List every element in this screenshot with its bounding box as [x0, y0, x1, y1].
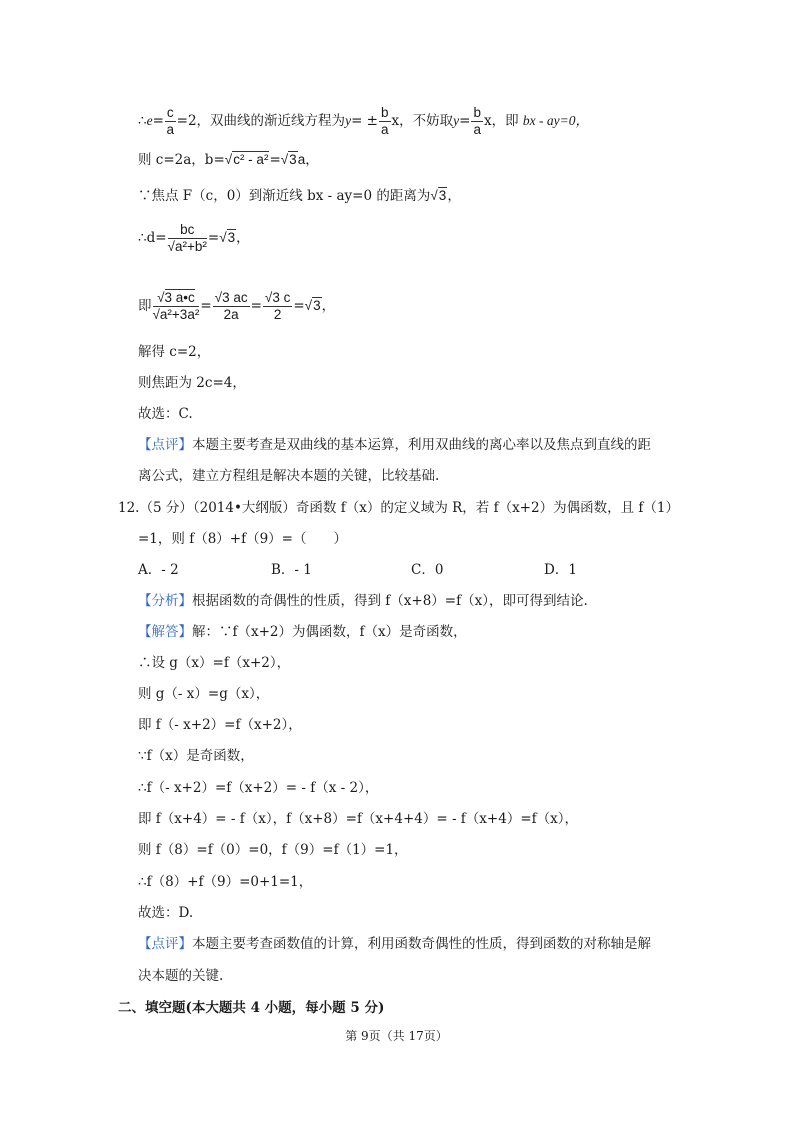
- radicand: 3: [227, 230, 236, 245]
- numerator: √3 ac: [214, 290, 248, 305]
- text: x，不妨取: [391, 113, 454, 129]
- comment-12-line-2: 决本题的关键.: [138, 968, 224, 984]
- radicand: 3 ac: [222, 290, 248, 305]
- sqrt-expression: √c² - a²: [224, 152, 269, 167]
- radicand: a²+b²: [174, 239, 207, 254]
- question-12-stem-2: =1，则 f（8）+f（9）=（ ）: [138, 531, 347, 547]
- radicand: 3 a•c: [164, 290, 195, 305]
- comment-11-line-2: 离公式，建立方程组是解决本题的关键，比较基础.: [138, 468, 440, 484]
- comment-11-line-1: [138, 435, 651, 455]
- option-value: - 2: [161, 562, 179, 578]
- option-label: A．: [138, 562, 162, 578]
- comment-tag: 【点评】: [138, 936, 192, 952]
- option-label: D．: [544, 562, 569, 578]
- fraction-c-over-a: [165, 105, 176, 138]
- step-line: 即 f（- x+2）=f（x+2），: [138, 717, 302, 733]
- fraction-1: [153, 290, 200, 323]
- denominator: √a²+3a²: [152, 307, 200, 322]
- text: ∵焦点 F（c，0）到渐近线 bx - ay=0 的距离为: [138, 188, 431, 204]
- analysis-tag: 【分析】: [138, 593, 192, 609]
- equation: bx - ay=0，: [522, 113, 589, 128]
- therefore-symbol: ∴: [138, 113, 147, 129]
- page-footer: 第 9页（共 17页）: [345, 1029, 448, 1043]
- step-line: ∴设 g（x）=f（x+2），: [138, 655, 291, 671]
- option-b: [271, 560, 411, 580]
- comment-text: 本题主要考查函数值的计算，利用函数奇偶性的性质，得到函数的对称轴是解: [192, 936, 651, 952]
- solution-line-5: 即 $\frac{√3 a•c}{\text{√a²+3a²}}$ = $\frac{√3 ac}{2a}$ = $\frac{√3 c}{2}$ =√3，: [138, 290, 336, 322]
- numerator: bc: [168, 222, 207, 239]
- step-line: 则 f（8）=f（0）=0，f（9）=f（1）=1，: [138, 842, 408, 858]
- denominator: 2: [273, 307, 282, 322]
- comment-tag: 【点评】: [138, 437, 192, 453]
- solution-line-1: [138, 105, 589, 138]
- denominator: a: [473, 122, 481, 137]
- comment-text: 本题主要考查是双曲线的基本运算，利用双曲线的离心率以及焦点到直线的距: [192, 437, 651, 453]
- text: a，: [297, 152, 319, 167]
- radicand: a²+3a²: [159, 307, 200, 322]
- denominator: a: [166, 122, 175, 137]
- option-label: B．: [271, 562, 295, 578]
- text: ∴d=: [138, 230, 167, 246]
- analysis-text: 根据函数的奇偶性的性质，得到 f（x+8）=f（x），即可得到结论.: [192, 593, 588, 609]
- equals: =: [269, 152, 281, 168]
- numerator: b: [380, 105, 389, 120]
- denominator: a: [380, 122, 389, 137]
- denominator: 2a: [223, 307, 239, 322]
- analysis-line: [138, 591, 588, 611]
- option-label: C．: [411, 562, 435, 578]
- solution-line-2: [138, 150, 319, 170]
- solution-line-3: [138, 186, 461, 206]
- comment-12-line-1: [138, 934, 651, 954]
- solution-line-8: 故选：C.: [138, 406, 193, 422]
- question-12-options: [138, 560, 577, 580]
- step-line: ∴f（8）+f（9）=0+1=1，: [138, 874, 313, 890]
- numerator: √3 c: [264, 290, 291, 305]
- solution-line-7: 则焦距为 2c=4，: [138, 375, 246, 391]
- step-line: ∴f（- x+2）=f（x+2）= - f（x - 2），: [138, 780, 379, 796]
- text: ，: [321, 298, 336, 314]
- solution-line-6: 解得 c=2，: [138, 344, 211, 360]
- option-c: [411, 560, 544, 580]
- sqrt-3: √3: [280, 152, 297, 167]
- step-line: 则 g（- x）=g（x），: [138, 686, 270, 702]
- denominator: √a²+b²: [167, 239, 207, 254]
- section-heading: 二、填空题(本大题共 4 小题，每小题 5 分): [118, 1000, 385, 1016]
- var-y: y: [345, 113, 352, 128]
- option-value: 1: [568, 562, 577, 578]
- radicand: 3: [313, 298, 321, 313]
- equals: =: [459, 113, 471, 129]
- step-line: ∵f（x）是奇函数，: [138, 748, 254, 764]
- answer-tag: 【解答】: [138, 624, 192, 640]
- radicand: 3 c: [272, 290, 291, 305]
- option-d: [544, 560, 577, 580]
- sqrt-3: √3: [219, 230, 236, 245]
- option-a: [138, 560, 271, 580]
- fraction-3: [263, 290, 292, 323]
- fraction-2: [213, 290, 250, 323]
- radicand: c² - a²: [233, 152, 269, 167]
- step-line: 故选：D.: [138, 905, 194, 921]
- option-value: 0: [434, 562, 444, 578]
- text: 则 c=2a，b=: [138, 152, 225, 168]
- radicand: 3: [289, 152, 297, 167]
- numerator: c: [166, 105, 174, 120]
- var-y: y: [453, 113, 460, 128]
- text: ，: [447, 188, 461, 204]
- sqrt-3: √3: [430, 188, 447, 203]
- answer-line: [138, 622, 467, 642]
- numerator: √3 a•c: [153, 290, 200, 307]
- question-12-stem-1: 12.（5 分）（2014•大纲版）奇函数 f（x）的定义域为 R，若 f（x+2）为偶函数，且 f（1）: [118, 500, 679, 516]
- fraction-b-over-a-2: [471, 105, 483, 138]
- fraction-distance: [168, 222, 207, 255]
- text: ，: [236, 230, 250, 246]
- option-value: - 1: [294, 562, 312, 578]
- plus-minus: = ±: [351, 113, 378, 129]
- solution-line-4: [138, 222, 250, 255]
- sqrt-3: √3: [304, 298, 321, 313]
- answer-text: 解：∵f（x+2）为偶函数，f（x）是奇函数，: [192, 624, 467, 640]
- text: =2，双曲线的渐近线方程为: [176, 113, 346, 129]
- equals: =: [207, 230, 220, 246]
- numerator: b: [473, 105, 481, 120]
- fraction-b-over-a: [379, 105, 391, 138]
- text: 即: [138, 298, 152, 314]
- text: x，即: [483, 113, 519, 129]
- equals: =: [152, 113, 164, 129]
- var-e: e: [146, 113, 153, 128]
- radicand: 3: [438, 188, 447, 203]
- step-line: 即 f（x+4）= - f（x），f（x+8）=f（x+4+4）= - f（x+4）=f（x），: [138, 811, 578, 827]
